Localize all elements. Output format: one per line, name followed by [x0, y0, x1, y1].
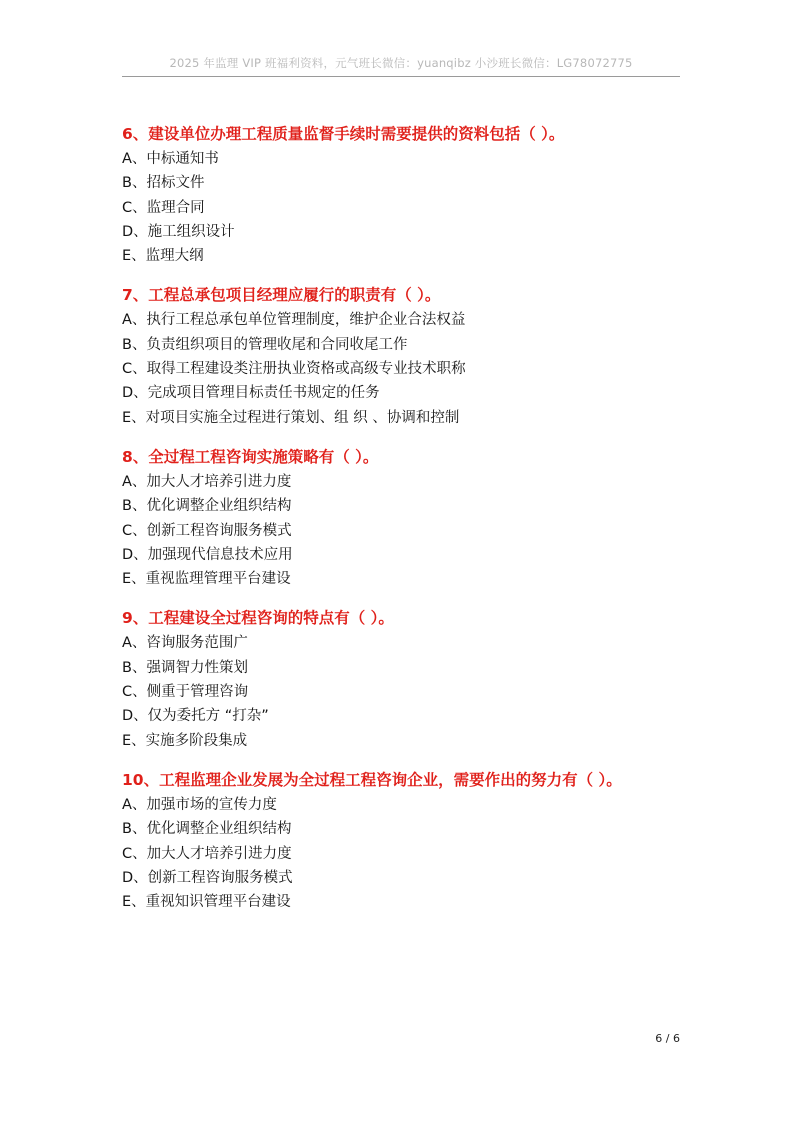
answer-option-d: D、加强现代信息技术应用 [122, 546, 293, 563]
answer-option-a: A、中标通知书 [122, 151, 219, 167]
question-title: 6、建设单位办理工程质量监督手续时需要提供的资料包括（ ）。 [122, 125, 565, 143]
answer-option-c: C、加大人才培养引进力度 [122, 845, 292, 862]
question-10 [122, 767, 682, 914]
answer-option-d: D、完成项目管理目标责任书规定的任务 [122, 385, 380, 402]
question-8 [122, 444, 682, 591]
answer-option-e: E、重视监理管理平台建设 [122, 571, 291, 588]
answer-option-d: D、创新工程咨询服务模式 [122, 869, 293, 886]
answer-option-c: C、创新工程咨询服务模式 [122, 522, 292, 539]
answer-option-e: E、对项目实施全过程进行策划、组 织 、协调和控制 [122, 409, 460, 426]
answer-option-a: A、加大人才培养引进力度 [122, 473, 292, 490]
answer-option-b: B、优化调整企业组织结构 [122, 821, 292, 838]
answer-option-a: A、加强市场的宣传力度 [122, 796, 277, 813]
answer-option-b: B、负责组织项目的管理收尾和合同收尾工作 [122, 336, 408, 353]
answer-option-c: C、监理合同 [122, 199, 205, 216]
answer-option-b: B、招标文件 [122, 175, 205, 192]
question-title: 7、工程总承包项目经理应履行的职责有（ ）。 [122, 286, 441, 305]
answer-option-a: A、执行工程总承包单位管理制度，维护企业合法权益 [122, 312, 466, 329]
question-title: 9、工程建设全过程咨询的特点有（ ）。 [122, 609, 394, 628]
answer-option-c: C、取得工程建设类注册执业资格或高级专业技术职称 [122, 361, 466, 378]
question-6 [122, 121, 682, 268]
question-title: 10、工程监理企业发展为全过程工程咨询企业，需要作出的努力有（ ）。 [122, 770, 622, 789]
question-title: 8、全过程工程咨询实施策略有（ ）。 [122, 447, 379, 466]
answer-option-d: D、仅为委托方 “打杂” [122, 708, 269, 725]
answer-option-b: B、强调智力性策划 [122, 659, 248, 676]
answer-option-c: C、侧重于管理咨询 [122, 684, 249, 701]
question-9 [122, 605, 682, 752]
answer-option-b: B、优化调整企业组织结构 [122, 498, 292, 515]
answer-option-e: E、重视知识管理平台建设 [122, 894, 291, 911]
answer-option-d: D、施工组织设计 [122, 223, 235, 240]
question-7 [122, 282, 682, 429]
page-header: 2025 年监理 VIP 班福利资料，元气班长微信：yuanqibz 小沙班长微信：LG78072775 [122, 54, 680, 77]
answer-option-e: E、监理大纲 [122, 248, 204, 265]
question-list [122, 121, 682, 928]
answer-option-e: E、实施多阶段集成 [122, 732, 248, 749]
answer-option-a: A、咨询服务范围广 [122, 635, 248, 652]
page-number: 6 / 6 [655, 1032, 680, 1045]
